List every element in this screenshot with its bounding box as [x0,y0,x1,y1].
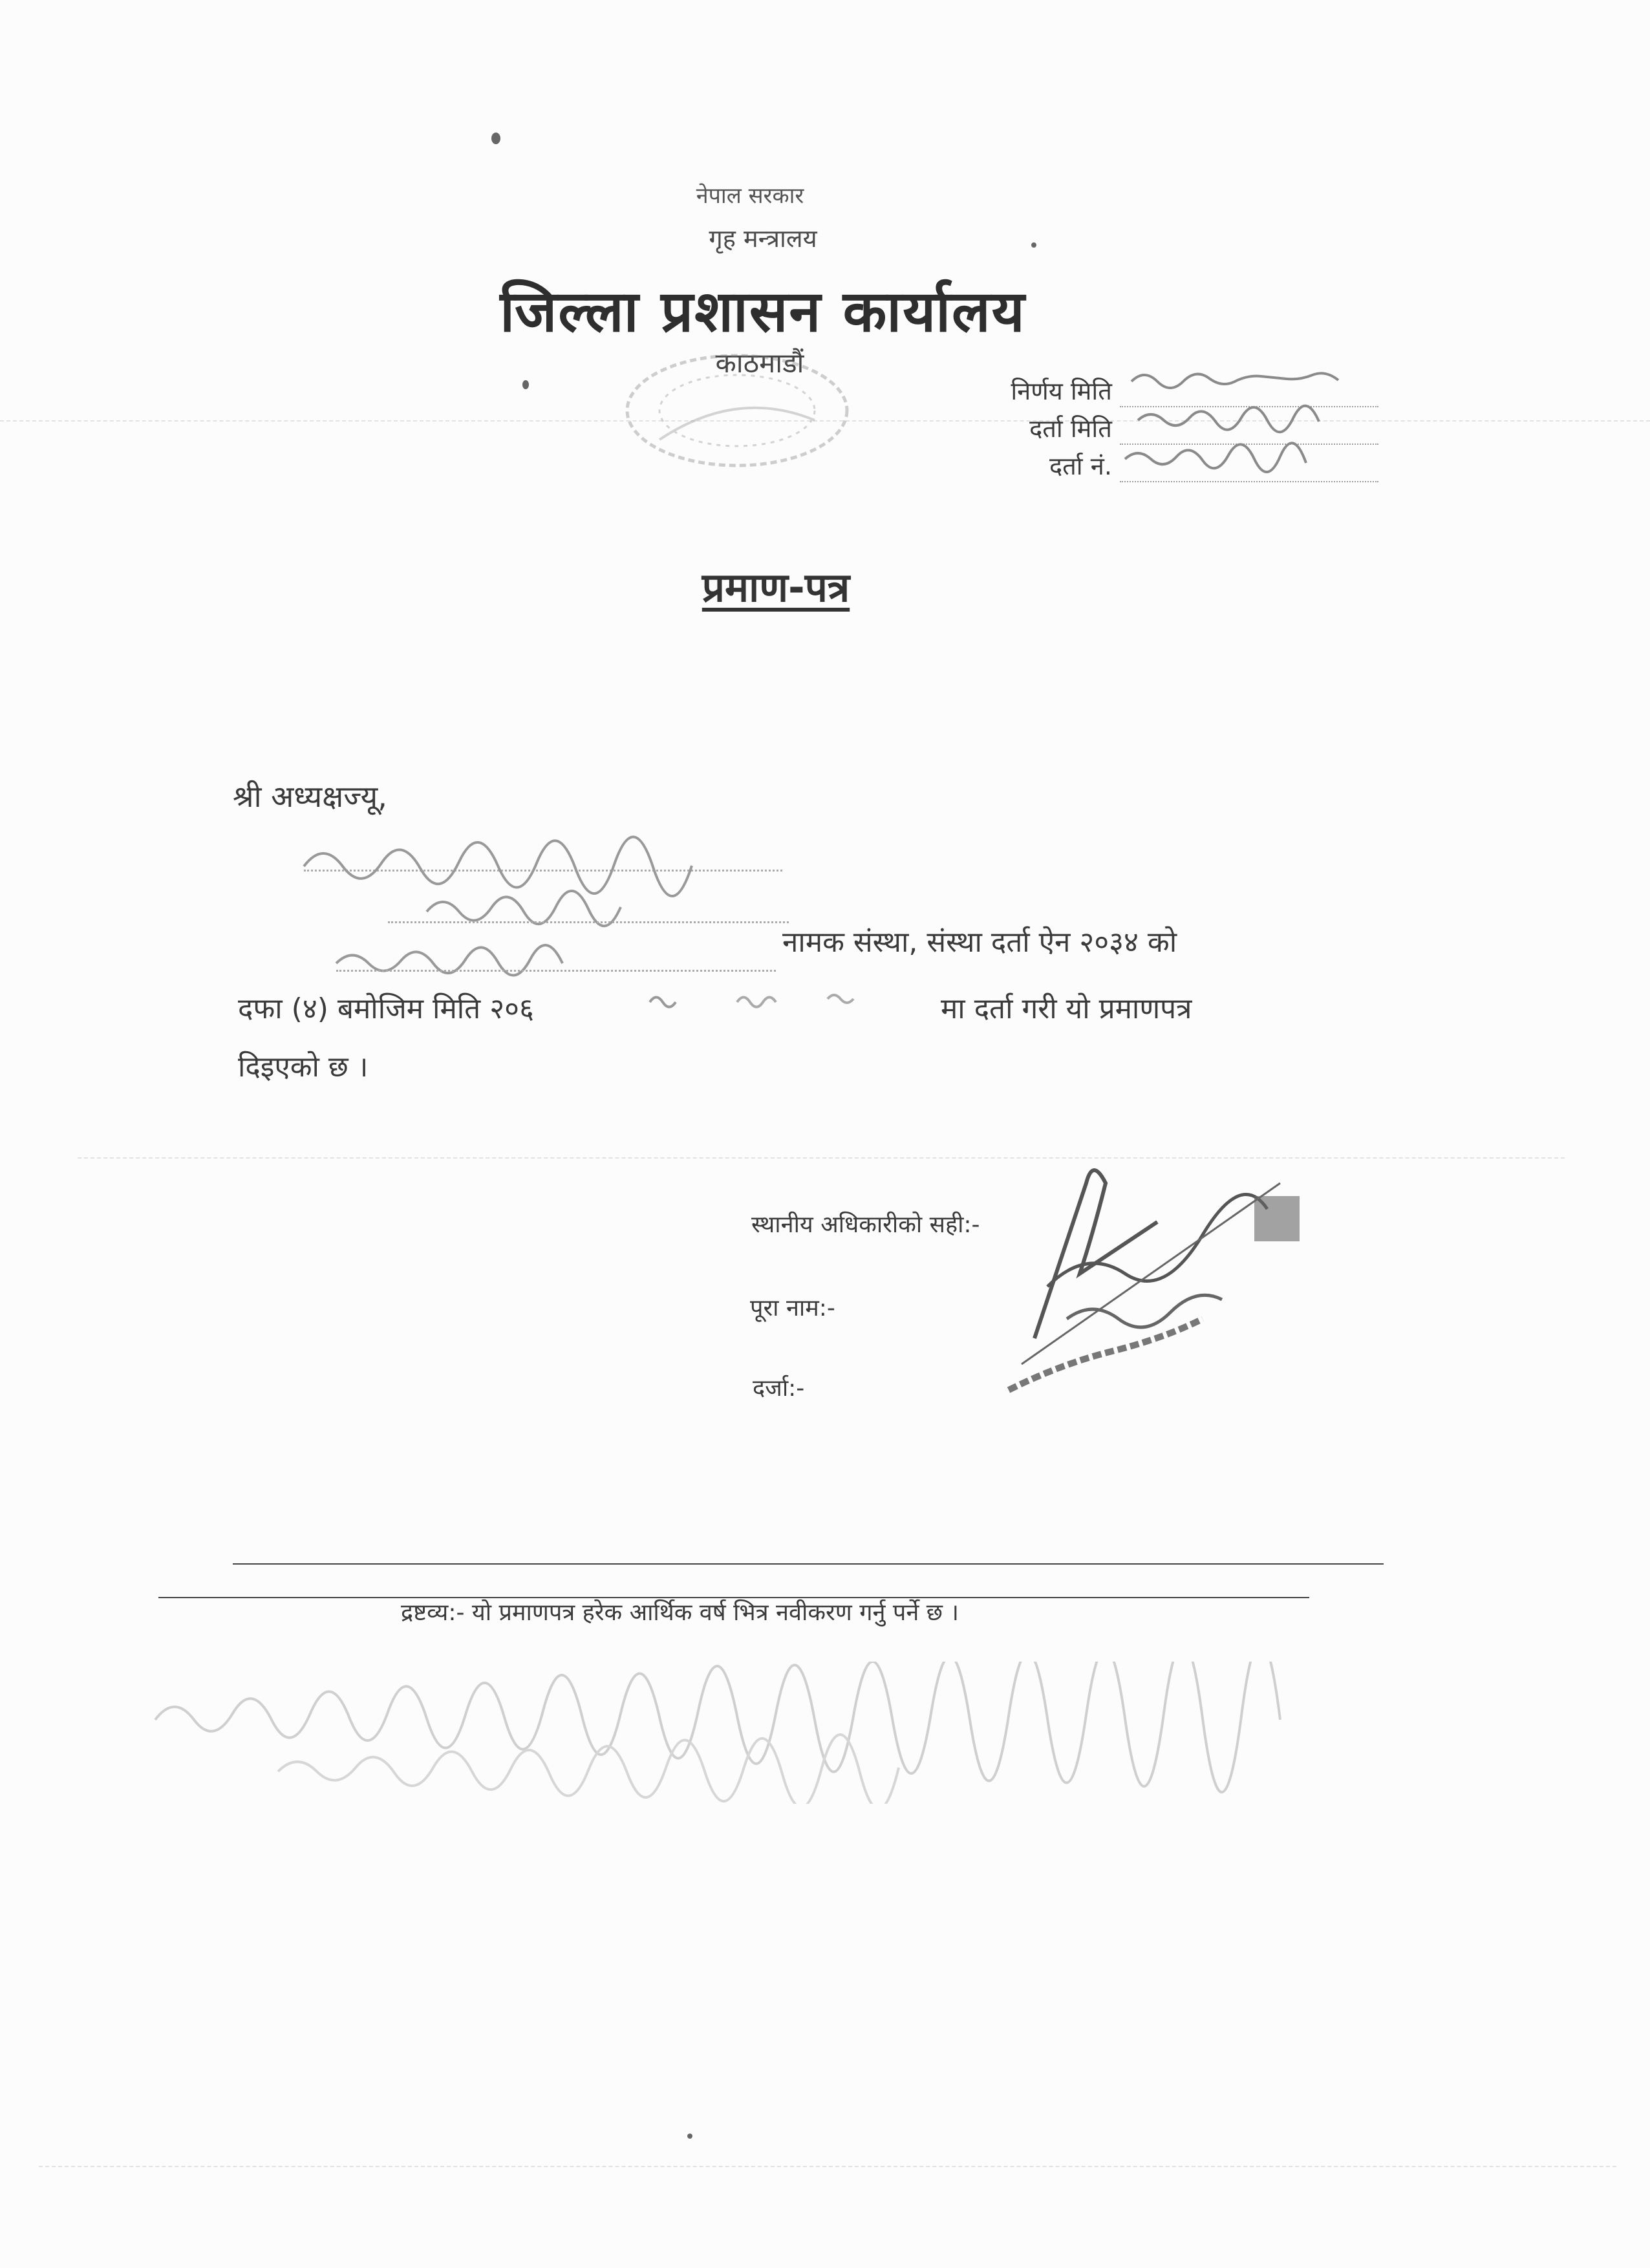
body-line-2-end: मा दर्ता गरी यो प्रमाणपत्र [941,992,1192,1025]
registration-date-label: दर्ता मिति [1029,414,1112,443]
certificate-title: प्रमाण-पत्र [702,564,850,611]
body-line-3: दिइएको छ । [238,1051,369,1084]
registration-number-label: दर्ता नं. [1049,452,1112,480]
handwritten-organization-name [297,834,802,989]
government-name: नेपाल सरकार [696,183,804,209]
scan-speck [491,133,500,144]
salutation: श्री अध्यक्षज्यू, [233,779,387,814]
faint-handwritten-endorsement [149,1662,1429,1804]
handwritten-meta-values [1119,362,1390,485]
office-seal-stamp [621,349,853,472]
decision-date-label: निर्णय मिति [1011,377,1112,405]
body-line-2-start: दफा (४) बमोजिम मिति २०६ [238,992,534,1025]
organization-name-line-3 [336,970,776,972]
scan-speck [1031,242,1036,248]
organization-name-line-2 [388,921,789,923]
handwritten-registration-date [647,986,873,1018]
scan-artifact-line [39,2166,1616,2167]
office-name: जिल्ला प्रशासन कार्यालय [500,278,1026,345]
rank-label: दर्जा:- [753,1375,805,1402]
officer-signature-and-stamp [970,1144,1345,1429]
full-name-label: पूरा नाम:- [750,1295,835,1321]
scan-speck [522,380,529,389]
footer-rule-top [233,1563,1384,1565]
local-officer-signature-label: स्थानीय अधिकारीको सही:- [751,1212,980,1238]
renewal-note: द्रष्टव्य:- यो प्रमाणपत्र हरेक आर्थिक वर्ष भित्र नवीकरण गर्नु पर्ने छ । [401,1599,959,1626]
scan-speck [687,2134,692,2139]
district-name: काठमाडौं [715,347,804,379]
ministry-name: गृह मन्त्रालय [709,224,817,253]
body-line-1: नामक संस्था, संस्था दर्ता ऐन २०३४ को [782,926,1177,959]
